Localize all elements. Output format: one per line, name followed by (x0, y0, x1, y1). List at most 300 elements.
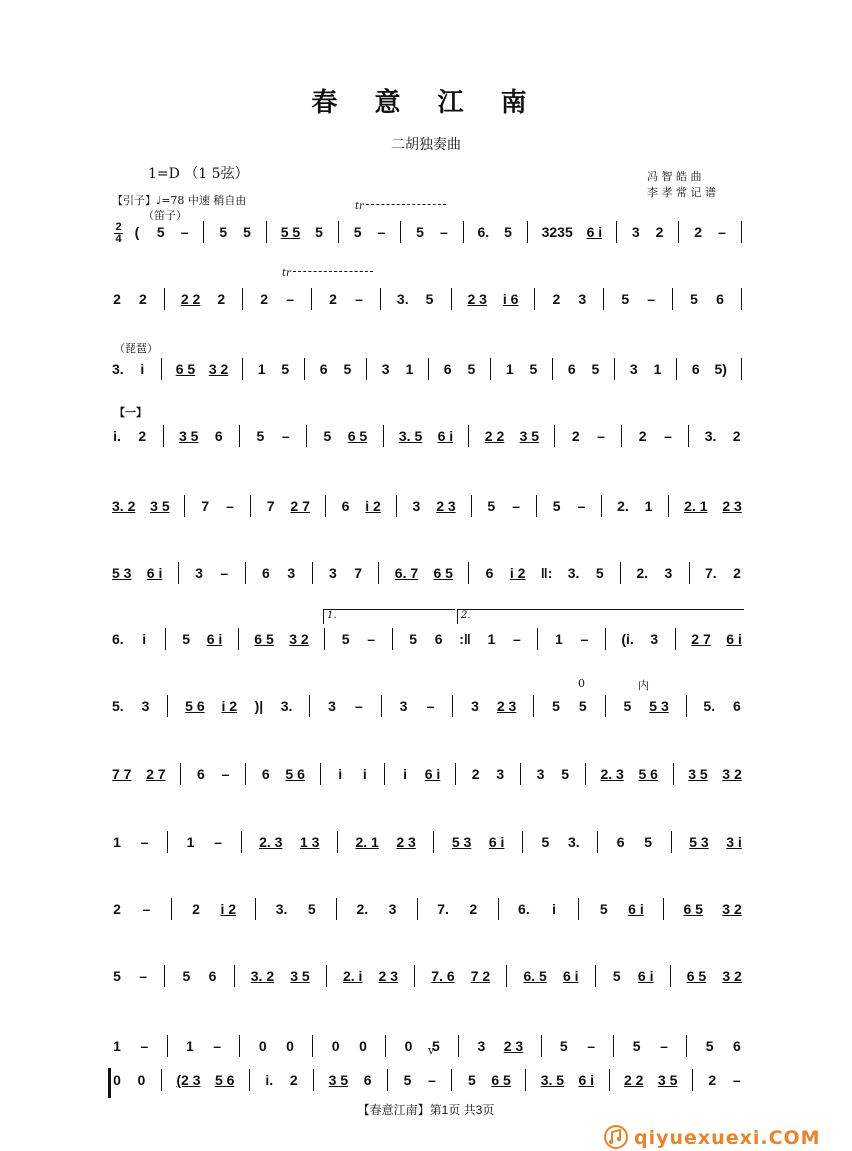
note: 2 (289, 1072, 298, 1088)
notation-row (112, 964, 742, 988)
notation-row (132, 220, 742, 244)
note: – (732, 1072, 741, 1088)
note: – (512, 498, 520, 514)
note: – (286, 291, 295, 307)
note: 6 i (146, 565, 163, 581)
barline (451, 288, 452, 310)
note: 2 3 (467, 291, 487, 307)
barline (498, 898, 499, 920)
page-subtitle: 二胡独奏曲 (391, 137, 461, 153)
note: 5 (552, 498, 561, 514)
note: 2. (617, 498, 629, 514)
note: 1 (185, 1038, 194, 1054)
barline (605, 628, 606, 650)
note: 3 5 (178, 428, 199, 444)
note: 5 (621, 291, 630, 307)
note: – (660, 1038, 668, 1054)
note: 3 5 (328, 1072, 349, 1088)
barline (167, 1035, 168, 1057)
barline (245, 763, 246, 785)
note: i (338, 766, 343, 782)
barline (552, 358, 553, 380)
note: 0 (113, 1072, 121, 1088)
note: 5 (705, 1038, 714, 1054)
barline (165, 628, 166, 650)
note: 5 3 (649, 698, 669, 714)
barline (400, 221, 401, 243)
barline (320, 763, 321, 785)
note: – (664, 428, 672, 444)
note: 3 5 (657, 1072, 678, 1088)
note: – (142, 901, 151, 917)
notation-row (112, 287, 742, 311)
note: 3. (567, 834, 580, 850)
barline (266, 221, 267, 243)
barline (609, 1069, 610, 1091)
note: 5 (561, 766, 570, 782)
barline (678, 221, 679, 243)
note: 6 (616, 834, 625, 850)
note: 3 (195, 565, 203, 581)
note: 7 (354, 565, 363, 581)
note: 7 (201, 498, 210, 514)
note: 6 i (424, 766, 441, 782)
notation-row (112, 357, 742, 381)
note: 2. (356, 901, 369, 917)
note: i (552, 901, 557, 917)
barline (455, 763, 456, 785)
barline (534, 288, 535, 310)
note: 5 5 (280, 224, 301, 240)
note: i 2 (365, 498, 381, 514)
note: i (142, 631, 147, 647)
note: 5 (416, 224, 424, 240)
note: 2. 1 (684, 498, 708, 514)
note: 6 (691, 361, 700, 377)
note: 2 2 (623, 1072, 644, 1088)
barline (161, 1069, 162, 1091)
note: 5 6 (185, 698, 205, 714)
barline (171, 898, 172, 920)
note: – (580, 631, 589, 647)
note: 2 (217, 291, 226, 307)
note: 3 (381, 361, 390, 377)
note: 2 3 (436, 498, 456, 514)
barline (324, 628, 325, 650)
note: 2 3 (722, 498, 742, 514)
note: 1 (487, 631, 496, 647)
barline (673, 763, 674, 785)
trill-mark: tr (282, 268, 373, 279)
barline (245, 562, 246, 584)
note: 2 (638, 428, 647, 444)
note: – (512, 631, 521, 647)
note: 3 (631, 224, 640, 240)
barline (312, 562, 313, 584)
notation-row (112, 762, 742, 786)
note: 2 2 (484, 428, 505, 444)
note: 6 (716, 291, 724, 307)
note: 7. (437, 901, 449, 917)
note: 6 (262, 565, 270, 581)
note: – (281, 428, 290, 444)
position-mark: 内 (638, 679, 649, 692)
note: 0 (137, 1072, 146, 1088)
note: 1 (653, 361, 662, 377)
barline (164, 965, 165, 987)
note: 3 (412, 498, 421, 514)
barline (381, 695, 382, 717)
barline (741, 221, 742, 243)
barline (383, 425, 384, 447)
note: 6 i (637, 968, 654, 984)
note: 6 i (488, 834, 505, 850)
barline (605, 695, 606, 717)
note: 3. (704, 428, 717, 444)
notation-row (112, 627, 742, 651)
barline (468, 425, 469, 447)
barline (167, 831, 168, 853)
note: – (139, 968, 148, 984)
note: 3 (328, 698, 336, 714)
bowing-mark: v (428, 1044, 435, 1057)
note: 5 (219, 224, 228, 240)
barline (601, 495, 602, 517)
barline (471, 495, 472, 517)
note: 5 (156, 224, 165, 240)
note: 5 (578, 698, 587, 714)
trill-mark: tr (355, 201, 446, 212)
note: 3 5 (688, 766, 708, 782)
note: i. (113, 428, 121, 444)
repeat-sign: ‖: (540, 565, 553, 581)
note: 5. (112, 698, 124, 714)
barline (554, 425, 555, 447)
barline (671, 831, 672, 853)
note: 5 (612, 968, 621, 984)
note: 5 (343, 361, 352, 377)
note: 2 3 (496, 698, 517, 714)
note: 5 (599, 901, 608, 917)
repeat-sign: :‖ (459, 631, 471, 647)
note: 6 5 (686, 968, 707, 984)
barline (384, 763, 385, 785)
note: 5 (623, 698, 632, 714)
note: 7. 6 (431, 968, 455, 984)
note: 5 (467, 1072, 476, 1088)
note: 2. 3 (600, 766, 624, 782)
note: 3 (664, 565, 673, 581)
note: 2 7 (691, 631, 711, 647)
note: 3 (471, 698, 479, 714)
note: i (140, 361, 145, 377)
note: 3 (328, 565, 337, 581)
note: 5 (409, 631, 418, 647)
note: 6. (477, 224, 490, 240)
note: 6 5 (491, 1072, 511, 1088)
note: 2 (733, 565, 741, 581)
barline (741, 358, 742, 380)
barline (387, 1069, 388, 1091)
notation-row (112, 830, 742, 854)
barline (663, 898, 664, 920)
note: 1 (554, 631, 563, 647)
note: 5 (113, 968, 121, 984)
note: 6 (341, 498, 350, 514)
note: 5 3 (689, 834, 709, 850)
note: – (226, 498, 234, 514)
notation-row (112, 561, 742, 585)
section-one-label: 【一】 (114, 406, 147, 419)
note: 0 (331, 1038, 340, 1054)
fingering-mark: 0 (578, 677, 585, 690)
note: i 2 (220, 901, 237, 917)
note: 5 (595, 565, 604, 581)
note: 5 (243, 224, 251, 240)
note: 5 (529, 361, 538, 377)
note: 6 5 (683, 901, 703, 917)
note: (2 3 (176, 1072, 201, 1088)
note: – (140, 1038, 149, 1054)
note: 2 (471, 766, 480, 782)
note: 2 3 (503, 1038, 524, 1054)
note: – (180, 224, 189, 240)
barline (597, 831, 598, 853)
volta-bracket-1: 1. (323, 609, 455, 624)
notation-row (112, 424, 742, 448)
note: – (221, 766, 230, 782)
barline (178, 562, 179, 584)
note: (i. (621, 631, 634, 647)
barline (433, 831, 434, 853)
note: 6 (434, 631, 443, 647)
note: 1 3 (299, 834, 320, 850)
barline (241, 831, 242, 853)
note: 6 5 (254, 631, 274, 647)
note: 2 3 (396, 834, 416, 850)
note: 5 (307, 901, 316, 917)
barline (242, 358, 243, 380)
note: 5 (281, 361, 290, 377)
barline (613, 1035, 614, 1057)
note: 5 (632, 1038, 641, 1054)
note: i (362, 766, 367, 782)
note: 2. (636, 565, 649, 581)
note: 6 i (206, 631, 223, 647)
barline (234, 965, 235, 987)
barline (311, 288, 312, 310)
note: 2 (138, 428, 147, 444)
barline (686, 1035, 687, 1057)
barline (428, 358, 429, 380)
note: 2 (469, 901, 478, 917)
barline (595, 965, 596, 987)
note: 1 (113, 834, 121, 850)
note: 3 2 (208, 361, 229, 377)
barline (676, 358, 677, 380)
note: 3235 (541, 224, 573, 240)
transcriber-credit: 李 孝 常 记 谱 (647, 186, 716, 199)
barline (668, 495, 669, 517)
barline (670, 965, 671, 987)
barline (468, 562, 469, 584)
note: 2 (139, 291, 147, 307)
notation-row (112, 1034, 742, 1058)
barline (672, 288, 673, 310)
barline (616, 221, 617, 243)
barline (239, 1035, 240, 1057)
note: 5 (353, 224, 362, 240)
note: 7 7 (112, 766, 132, 782)
note: 2 (708, 1072, 717, 1088)
note: 5 3 (451, 834, 472, 850)
note: – (718, 224, 726, 240)
barline (689, 562, 690, 584)
barline (238, 628, 239, 650)
barline (164, 288, 165, 310)
note: 1 (186, 834, 195, 850)
volta-bracket-2: 2. (457, 609, 744, 624)
note: 6 i (437, 428, 454, 444)
barline (366, 358, 367, 380)
note: 3 (536, 766, 545, 782)
note: – (220, 565, 229, 581)
barline (249, 1069, 250, 1091)
note: – (355, 291, 363, 307)
barline (741, 288, 742, 310)
note: 2 (192, 901, 200, 917)
note: 3 5 (290, 968, 310, 984)
note: 6 5 (347, 428, 368, 444)
note: 5 (591, 361, 600, 377)
note: 5 (487, 498, 496, 514)
note: 0 (359, 1038, 367, 1054)
note: 3 2 (289, 631, 309, 647)
note: – (587, 1038, 595, 1054)
note: 5 6 (214, 1072, 235, 1088)
note: 2 (552, 291, 561, 307)
note: – (213, 1038, 222, 1054)
note: i 2 (221, 698, 238, 714)
note: i 2 (509, 565, 526, 581)
note: 6 i (562, 968, 579, 984)
note: 6 (196, 766, 205, 782)
barline (578, 898, 579, 920)
note: 3. 2 (250, 968, 275, 984)
note: 6 5 (175, 361, 196, 377)
barline (620, 562, 621, 584)
note: 6 i (726, 631, 742, 647)
barline (380, 288, 381, 310)
note: 3. (396, 291, 409, 307)
note: – (214, 834, 222, 850)
note: 0 (258, 1038, 267, 1054)
note: 2 (571, 428, 580, 444)
note: 3. (567, 565, 580, 581)
barline (621, 425, 622, 447)
note: 5 (431, 1038, 440, 1054)
barline (533, 695, 534, 717)
key-signature: 1=D （1 5弦） (148, 166, 249, 182)
note: 3 (477, 1038, 486, 1054)
note: 3. (280, 698, 293, 714)
barline (336, 898, 337, 920)
watermark-logo-icon (603, 1124, 629, 1150)
note: 2 (260, 291, 269, 307)
note: 2 (732, 428, 741, 444)
note: 6 i (628, 901, 644, 917)
note: 3. (275, 901, 288, 917)
watermark-text: qiyuexuexi.COM (634, 1127, 821, 1149)
note: 5 (182, 631, 191, 647)
note: 7 (266, 498, 275, 514)
barline (161, 358, 162, 380)
note: 6. (518, 901, 530, 917)
note: 3 5 (150, 498, 170, 514)
barline (490, 358, 491, 380)
barline (458, 1035, 459, 1057)
note: 5 6 (285, 766, 305, 782)
note: 3 (650, 631, 659, 647)
note: 2 (655, 224, 664, 240)
note: 3 (388, 901, 397, 917)
notation-row (112, 694, 742, 718)
barline (255, 898, 256, 920)
barline (180, 763, 181, 785)
note: 5. (703, 698, 716, 714)
note: 6 (567, 361, 576, 377)
note: 5 (644, 834, 653, 850)
barline (239, 425, 240, 447)
note: 3 (629, 361, 638, 377)
note: 3 2 (722, 766, 742, 782)
note: 3 2 (722, 968, 742, 984)
note: 0 (286, 1038, 294, 1054)
barline (525, 1069, 526, 1091)
note: 5 (403, 1072, 412, 1088)
note: 2 (694, 224, 703, 240)
pipa-label: （琵琶） (114, 342, 158, 355)
note: )| (254, 698, 264, 714)
barline (385, 1035, 386, 1057)
barline (167, 695, 168, 717)
note: – (140, 834, 149, 850)
note: 6 5 (433, 565, 453, 581)
note: 1 (405, 361, 414, 377)
note: 3. 5 (398, 428, 423, 444)
note: 6 i (586, 224, 603, 240)
time-signature: 2 4 (115, 221, 122, 245)
notation-row (112, 494, 742, 518)
note: 3 (141, 698, 150, 714)
barline (163, 425, 164, 447)
note: 2. 1 (355, 834, 379, 850)
note: i 6 (502, 291, 519, 307)
barline (506, 965, 507, 987)
note: 5 (182, 968, 191, 984)
barline (304, 358, 305, 380)
note: 2. i (342, 968, 363, 984)
note: 1 (505, 361, 514, 377)
note: 2 7 (146, 766, 166, 782)
note: 1 (257, 361, 266, 377)
note: 6. 7 (394, 565, 419, 581)
barline (675, 628, 676, 650)
note: 3. 2 (112, 498, 136, 514)
note: 5 (467, 361, 476, 377)
note: 6. 5 (523, 968, 547, 984)
note: – (597, 428, 605, 444)
